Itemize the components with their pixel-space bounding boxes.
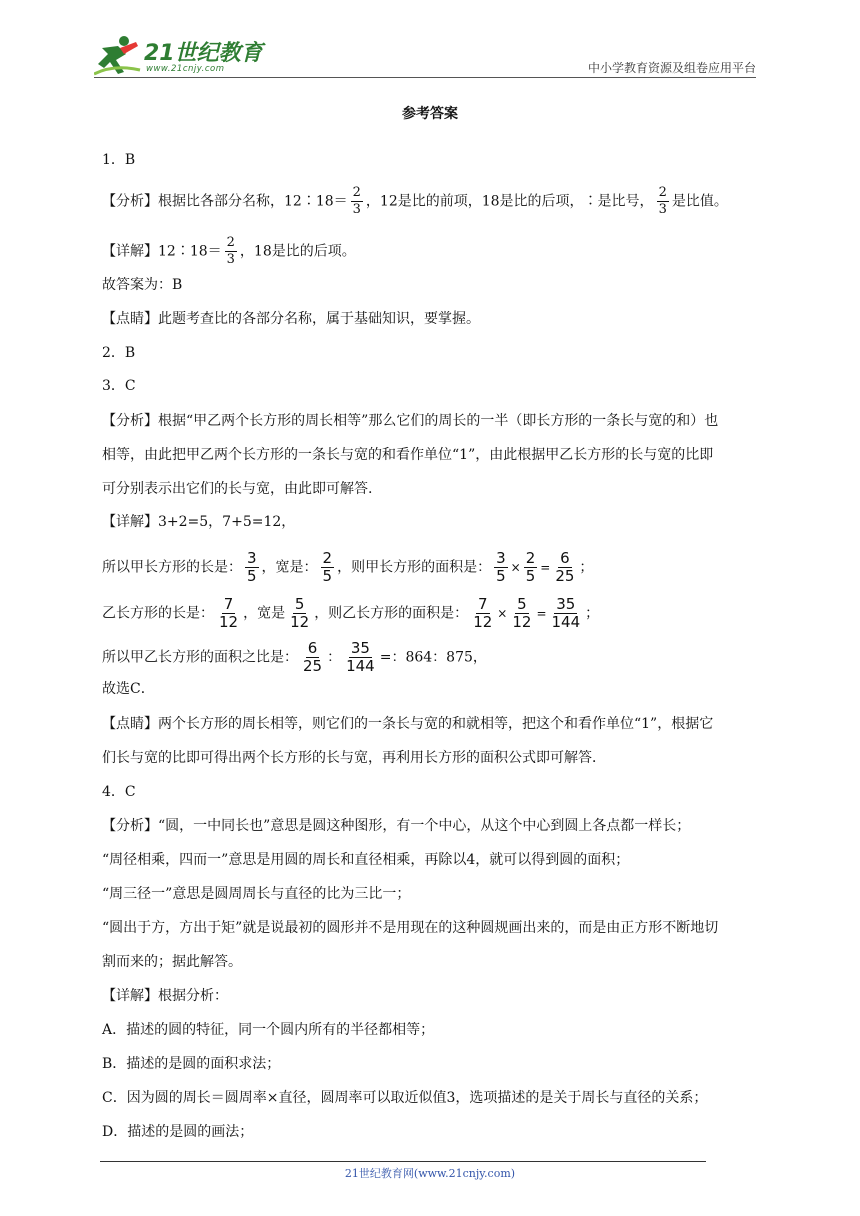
q2-answer: 2．B (102, 345, 136, 361)
fraction (217, 596, 240, 631)
fraction (553, 550, 576, 585)
fraction-denominator: 3 (352, 202, 361, 217)
fraction-numerator: 2 (525, 549, 536, 567)
fraction-numerator: 7 (223, 595, 234, 613)
fraction-numerator: 2 (658, 185, 667, 200)
q3-comment-line-2: 们长与宽的比即可得出两个长方形的长与宽，再利用长方形的面积公式即可解答． (102, 750, 606, 766)
fraction-numerator: 5 (294, 595, 305, 613)
fraction (245, 550, 259, 585)
q4-option-b: B．描述的是圆的面积求法； (102, 1056, 281, 1072)
q3-detail-line-1: 【详解】3+2=5，7+5=12， (102, 514, 296, 530)
fraction (550, 596, 583, 631)
page-header (0, 0, 860, 80)
q3-ratio-text-c: =：864：875， (379, 649, 487, 666)
fraction-numerator: 35 (350, 639, 370, 657)
fraction-numerator: 6 (307, 639, 318, 657)
runner-logo-icon (94, 34, 142, 76)
fraction (524, 550, 538, 585)
fraction-denominator: 5 (247, 567, 257, 585)
q3-analysis-line-2: 相等，由此把甲乙两个长方形的一条长与宽的和看作单位“1”，由此根据甲乙长方形的长与宽的比即 (102, 447, 714, 463)
page-title: 参考答案 (402, 106, 458, 122)
platform-name: 中小学教育资源及组卷应用平台 (587, 61, 756, 75)
fraction (510, 596, 533, 631)
fraction (471, 596, 494, 631)
footer-link[interactable]: 21世纪教育网(www.21cnjy.com) (344, 1167, 516, 1180)
q4-analysis-line-2: “周径相乘，四而一”意思是用圆的周长和直径相乘，再除以4，就可以得到圆的面积； (102, 852, 630, 868)
q3-yi-text-c: ，则乙长方形的面积是： (314, 605, 469, 622)
q1-analysis-text-c: 是比值。 (671, 193, 728, 210)
q3-conclusion: 故选C． (102, 681, 155, 697)
fraction-denominator: 144 (551, 613, 581, 631)
q3-analysis-line-3: 可分别表示出它们的长与宽，由此即可解答. (102, 481, 373, 497)
fraction (344, 640, 377, 675)
fraction (657, 185, 669, 218)
q4-analysis-line-3: “周三径一”意思是圆周周长与直径的比为三比一； (102, 886, 411, 902)
times-sign: × (510, 560, 521, 575)
site-logo (94, 34, 264, 78)
fraction-denominator: 5 (322, 567, 333, 585)
q1-analysis-text-b: ，12是比的前项，18是比的后项，∶是比号， (365, 193, 654, 210)
fraction-denominator: 3 (226, 252, 235, 267)
fraction-denominator: 12 (219, 613, 239, 631)
q4-analysis-line-4: “圆出于方，方出于矩”就是说最初的圆形并不是用现在的这种圆规画出来的，而是由正方形不断地切 (102, 920, 719, 936)
fraction-denominator: 3 (658, 202, 667, 217)
fraction (288, 596, 311, 631)
q1-answer: 1．B (102, 152, 136, 168)
footer-divider (100, 1161, 706, 1162)
q4-answer: 4．C (102, 784, 136, 800)
equals-sign: = (540, 560, 551, 575)
q3-analysis-line-1: 【分析】根据“甲乙两个长方形的周长相等”那么它们的周长的一半（即长方形的一条长与宽的和）也 (102, 413, 719, 429)
equals-sign: = (536, 606, 547, 621)
q3-yi-text-b: ，宽是 (243, 605, 286, 622)
q1-analysis (102, 185, 728, 218)
fraction-denominator: 12 (290, 613, 310, 631)
q4-option-d: D．描述的是圆的画法； (102, 1124, 254, 1140)
fraction (321, 550, 335, 585)
q3-jia-line (102, 550, 593, 585)
times-sign: × (497, 606, 508, 621)
q4-option-a: A．描述的圆的特征，同一个圆内所有的半径都相等； (102, 1022, 435, 1038)
fraction-denominator: 5 (525, 567, 536, 585)
fraction-numerator: 3 (496, 549, 506, 567)
fraction-denominator: 144 (346, 657, 375, 675)
fraction-denominator: 12 (512, 613, 532, 631)
q3-answer: 3．C (102, 378, 136, 394)
q4-analysis-line-5: 割而来的；据此解答。 (102, 954, 242, 970)
q3-yi-end: ； (585, 605, 600, 622)
q1-analysis-text-a: 【分析】根据比各部分名称，12∶18＝ (102, 193, 348, 210)
q1-comment: 【点睛】此题考查比的各部分名称，属于基础知识，要掌握。 (102, 311, 480, 327)
q4-option-c: C．因为圆的周长＝圆周率×直径，圆周率可以取近似值3，选项描述的是关于周长与直径的关系； (102, 1090, 708, 1106)
logo-url: www.21cnjy.com (146, 64, 225, 74)
fraction-numerator: 5 (517, 595, 527, 613)
q3-ratio-colon: ： (327, 649, 342, 666)
q3-yi-text-a: 乙长方形的长是： (102, 605, 214, 622)
fraction-numerator: 2 (226, 235, 235, 250)
fraction-denominator: 25 (555, 567, 575, 585)
q3-jia-end: ； (579, 559, 594, 576)
q1-conclusion: 故答案为：B (102, 277, 183, 293)
q3-comment-line-1: 【点睛】两个长方形的周长相等，则它们的一条长与宽的和就相等，把这个和看作单位“1”，根据它 (102, 716, 714, 732)
q1-detail (102, 235, 356, 268)
fraction (225, 235, 237, 268)
q4-analysis-line-1: 【分析】“圆，一中同长也”意思是圆这种图形，有一个中心，从这个中心到圆上各点都一样长； (102, 818, 691, 834)
header-divider (94, 77, 756, 78)
fraction (494, 550, 508, 585)
fraction-numerator: 2 (352, 185, 361, 200)
q3-yi-line (102, 596, 599, 631)
q3-jia-text-b: ，宽是： (261, 559, 318, 576)
logo-text: 21世纪教育 (144, 41, 263, 66)
fraction-denominator: 12 (473, 613, 493, 631)
fraction (301, 640, 324, 675)
fraction-denominator: 25 (303, 657, 323, 675)
fraction (351, 185, 363, 218)
fraction-numerator: 35 (556, 595, 576, 613)
q3-jia-text-c: ，则甲长方形的面积是： (337, 559, 492, 576)
q3-ratio-line (102, 640, 487, 675)
fraction-denominator: 5 (496, 567, 506, 585)
fraction-numerator: 7 (477, 595, 488, 613)
fraction-numerator: 3 (247, 549, 257, 567)
q1-detail-text-a: 【详解】12∶18＝ (102, 243, 222, 260)
q3-ratio-text-a: 所以甲乙长方形的面积之比是： (102, 649, 298, 666)
q4-detail-line-1: 【详解】根据分析： (102, 988, 228, 1004)
fraction-numerator: 6 (560, 549, 570, 567)
q3-jia-text-a: 所以甲长方形的长是： (102, 559, 242, 576)
q1-detail-text-b: ，18是比的后项。 (239, 243, 356, 260)
fraction-numerator: 2 (322, 549, 333, 567)
